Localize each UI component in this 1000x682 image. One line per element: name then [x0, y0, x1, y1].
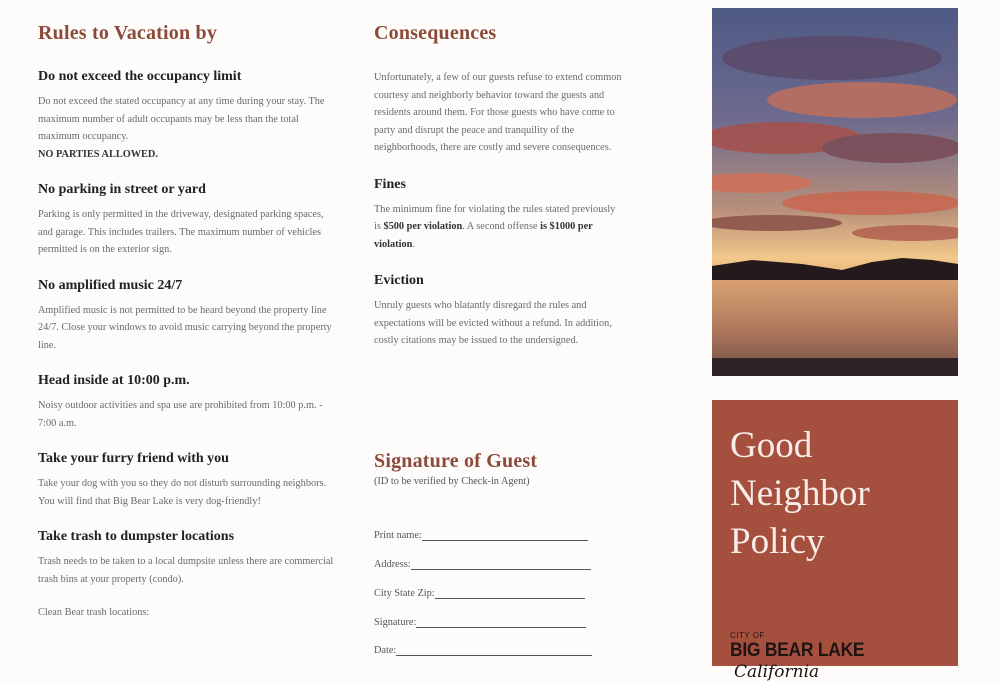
signature-note: (ID to be verified by Check-in Agent): [374, 476, 530, 487]
rule-title: No amplified music 24/7: [38, 277, 183, 293]
consequences-column: [374, 22, 624, 370]
field-line: [396, 645, 592, 656]
rule-body: Noisy outdoor activities and spa use are prohibited from 10:00 p.m. - 7:00 a.m.: [38, 400, 323, 429]
cover-title-line: Policy: [730, 521, 825, 562]
consequences-heading: Consequences: [374, 22, 497, 44]
fines-text: .: [412, 238, 415, 250]
rule-quiet-hours: [38, 373, 338, 432]
rule-body-text: Do not exceed the stated occupancy at any time during your stay. The maximum number of adult occupants may be less than the total maximum occupancy.: [38, 96, 325, 142]
cover-title-line: Good: [730, 425, 813, 466]
field-label: Signature:: [374, 617, 417, 628]
fines-text: . A second offense: [462, 221, 541, 232]
rule-title: Take your furry friend with you: [38, 451, 229, 466]
logo-california: California: [734, 662, 820, 682]
trash-locations-label: Clean Bear trash locations:: [38, 607, 150, 618]
eviction-section: [374, 273, 624, 350]
rule-music: [38, 278, 338, 355]
rule-body: [38, 93, 338, 163]
address-field[interactable]: [374, 559, 591, 570]
eviction-body: Unruly guests who blatantly disregard the rules and expectations will be evicted without a refund. In addition, costly citations may be issued to the undersigned.: [374, 300, 612, 346]
field-label: Print name:: [374, 530, 422, 541]
rules-heading: Rules to Vacation by: [38, 22, 218, 44]
field-line: [422, 530, 588, 541]
rule-title: Do not exceed the occupancy limit: [38, 69, 242, 84]
cover-panel: [712, 400, 958, 682]
rule-body: Amplified music is not permitted to be heard beyond the property line 24/7. Close your windows to avoid music carrying beyond the property line.: [38, 304, 332, 351]
signature-field[interactable]: [374, 617, 586, 628]
signature-heading-block: [374, 450, 537, 487]
rule-trash: [38, 529, 338, 588]
date-field[interactable]: [374, 645, 592, 656]
rule-parking: [38, 182, 338, 259]
field-line: [435, 588, 585, 599]
rule-body: Parking is only permitted in the driveway, designated parking spaces, and garage. This includes trailers. The maximum number of vehicles permitted is on the exterior sign.: [38, 209, 324, 255]
eviction-title: Eviction: [374, 273, 424, 288]
lake-sunset-photo: [712, 8, 958, 376]
no-parties-notice: NO PARTIES ALLOWED.: [38, 148, 158, 160]
fines-text: The minimum fine for violating the rules stated previously is: [374, 203, 616, 232]
rule-occupancy: [38, 69, 338, 163]
fines-section: [374, 177, 624, 254]
cover-title: [730, 422, 870, 566]
fines-title: Fines: [374, 176, 406, 192]
fine-amount-second: is $1000 per violation: [374, 221, 593, 250]
rule-body: Take your dog with you so they do not disturb surrounding neighbors. You will find that Big Bear Lake is very dog-friendly!: [38, 478, 327, 507]
field-label: City State Zip:: [374, 588, 435, 599]
city-state-zip-field[interactable]: [374, 588, 585, 599]
field-label: Date:: [374, 645, 397, 656]
logo-big-bear-lake: BIG BEAR LAKE: [730, 640, 865, 661]
rules-column: [38, 22, 338, 618]
rule-pets: [38, 451, 338, 510]
print-name-field[interactable]: [374, 530, 588, 541]
consequences-intro-text: Unfortunately, a few of our guests refuse to extend common courtesy and neighborly behavior toward the guests and residents around them. For those guests who have come to party and disrupt the peace and tranquility of the neighborhoods, there are costly and severe consequences.: [374, 72, 622, 153]
field-label: Address:: [374, 559, 411, 570]
consequences-intro: [374, 69, 624, 157]
logo-city-of: CITY OF: [730, 631, 765, 640]
fine-amount-first: $500 per violation: [383, 221, 463, 232]
cover-title-line: Neighbor: [730, 473, 870, 514]
signature-heading: Signature of Guest: [374, 450, 538, 472]
rule-title: Head inside at 10:00 p.m.: [38, 373, 190, 388]
fines-body: [374, 201, 624, 254]
rule-title: Take trash to dumpster locations: [38, 529, 235, 544]
rule-body: Trash needs to be taken to a local dumpsite unless there are commercial trash bins at your property (condo).: [38, 556, 334, 585]
sunset-image: [712, 8, 958, 376]
city-logo: [730, 632, 958, 682]
field-line: [411, 559, 591, 570]
field-line: [416, 617, 586, 628]
rule-title: No parking in street or yard: [38, 182, 206, 197]
